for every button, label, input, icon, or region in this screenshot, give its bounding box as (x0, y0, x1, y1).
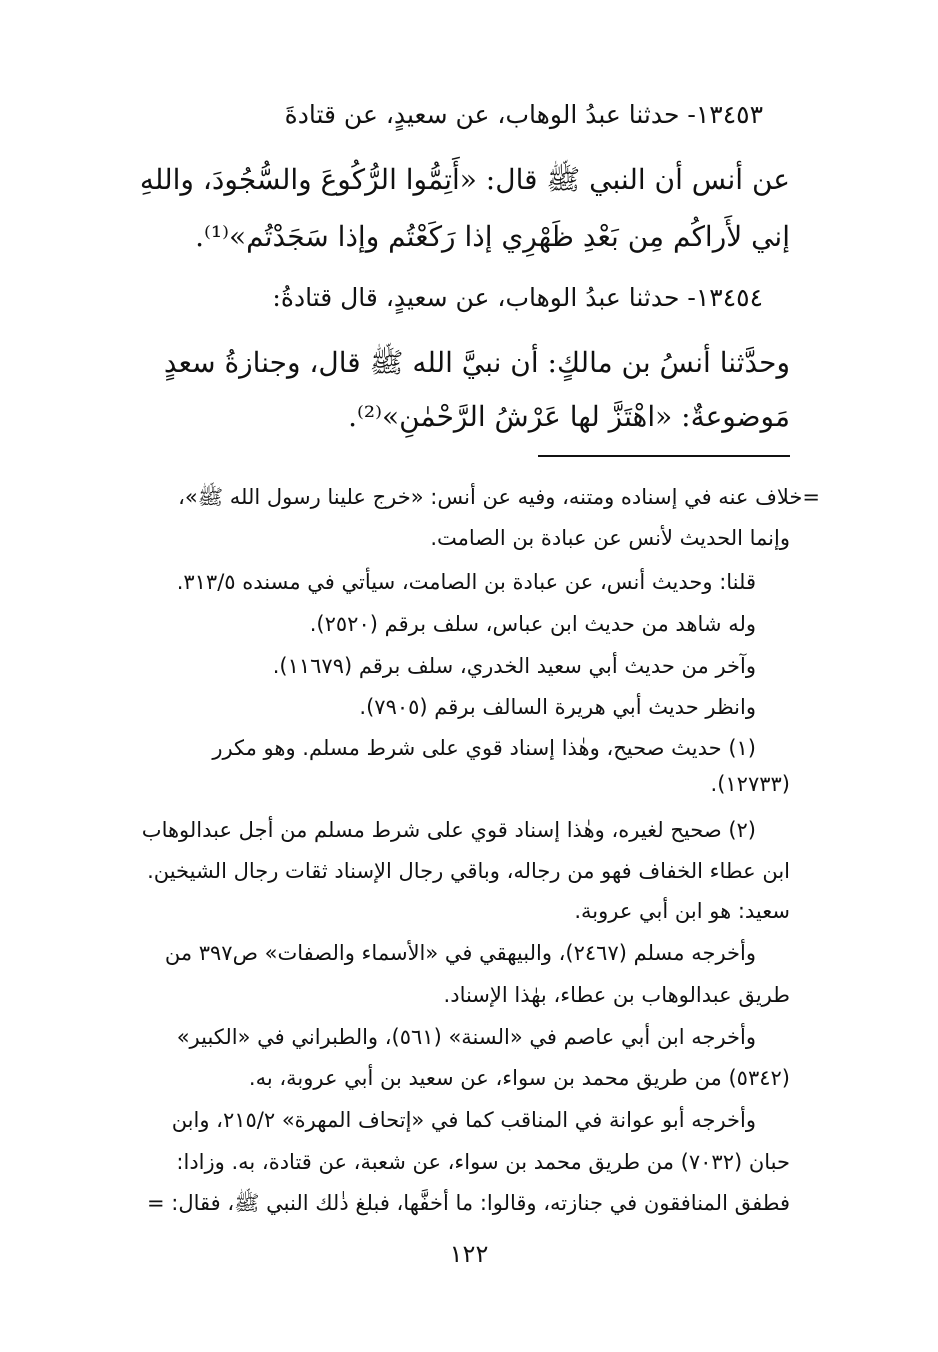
footnote-line: حبان (٧٠٣٢) من طريق محمد بن سواء، عن شعبة، عن قتادة، به. وزادا: (176, 1150, 790, 1174)
footnote-line: وأخرجه مسلم (٢٤٦٧)، والبيهقي في «الأسماء والصفات» ص٣٩٧ من (164, 941, 756, 965)
footnote-line: وله شاهد من حديث ابن عباس، سلف برقم (٢٥٢٠). (309, 612, 756, 636)
footnote-line: ابن عطاء الخفاف فهو من رجاله، وباقي رجال الإسناد ثقات رجال الشيخين. (147, 859, 790, 883)
footnote-line: طريق عبدالوهاب بن عطاء، بهٰذا الإسناد. (443, 983, 790, 1007)
footnote-separator (538, 455, 790, 457)
hadith-13454-line-2: مَوضوعةٌ: «اهْتَزَّ لها عَرْشُ الرَّحْمٰنِ»⁽²⁾. (348, 400, 790, 433)
footnote-line: قلنا: وحديث أنس، عن عبادة بن الصامت، سيأتي في مسنده ٣١٣/٥. (176, 570, 756, 594)
page-number: ١٢٢ (449, 1240, 489, 1268)
footnote-line: وأخرجه أبو عوانة في المناقب كما في «إتحاف المهرة» ٢١٥/٢، وابن (171, 1108, 756, 1132)
footnote-line: (١٢٧٣٣). (710, 772, 790, 796)
footnote-line: وآخر من حديث أبي سعيد الخدري، سلف برقم (١١٦٧٩). (272, 654, 756, 678)
footnote-line: وأخرجه ابن أبي عاصم في «السنة» (٥٦١)، والطبراني في «الكبير» (176, 1025, 756, 1049)
footnote-line: (٥٣٤٢) من طريق محمد بن سواء، عن سعيد بن أبي عروبة، به. (248, 1066, 790, 1090)
hadith-13453-line-1: عن أنس أن النبي ﷺ قال: «أَتِمُّوا الرُّكُوعَ والسُّجُودَ، واللهِ (139, 163, 790, 196)
footnote-1: (١) حديث صحيح، وهٰذا إسناد قوي على شرط مسلم. وهو مكرر (212, 736, 756, 760)
footnote-line: سعيد: هو ابن أبي عروبة. (574, 899, 790, 923)
footnote-line: =خلاف عنه في إسناده ومتنه، وفيه عن أنس: «خرج علينا رسول الله ﷺ»، (178, 485, 820, 509)
footnote-2: (٢) صحيح لغيره، وهٰذا إسناد قوي على شرط مسلم من أجل عبدالوهاب (141, 818, 756, 842)
hadith-13454-heading: ١٣٤٥٤- حدثنا عبدُ الوهاب، عن سعيدٍ، قال قتادةُ: (272, 283, 763, 312)
hadith-13453-line-2: إني لأَراكُم مِن بَعْدِ ظَهْرِي إذا رَكَعْتُم وإذا سَجَدْتُم»⁽¹⁾. (195, 220, 790, 253)
footnote-line: وإنما الحديث لأنس عن عبادة بن الصامت. (430, 526, 790, 550)
hadith-13454-line-1: وحدَّثنا أنسُ بن مالكٍ: أن نبيَّ الله ﷺ قال، وجنازةُ سعدٍ (163, 346, 790, 379)
footnote-line: فطفق المنافقون في جنازته، وقالوا: ما أخفَّها، فبلغ ذٰلك النبي ﷺ، فقال: = (146, 1191, 790, 1215)
hadith-13453-heading: ١٣٤٥٣- حدثنا عبدُ الوهاب، عن سعيدٍ، عن قتادةَ (284, 100, 763, 129)
footnote-line: وانظر حديث أبي هريرة السالف برقم (٧٩٠٥). (359, 695, 756, 719)
